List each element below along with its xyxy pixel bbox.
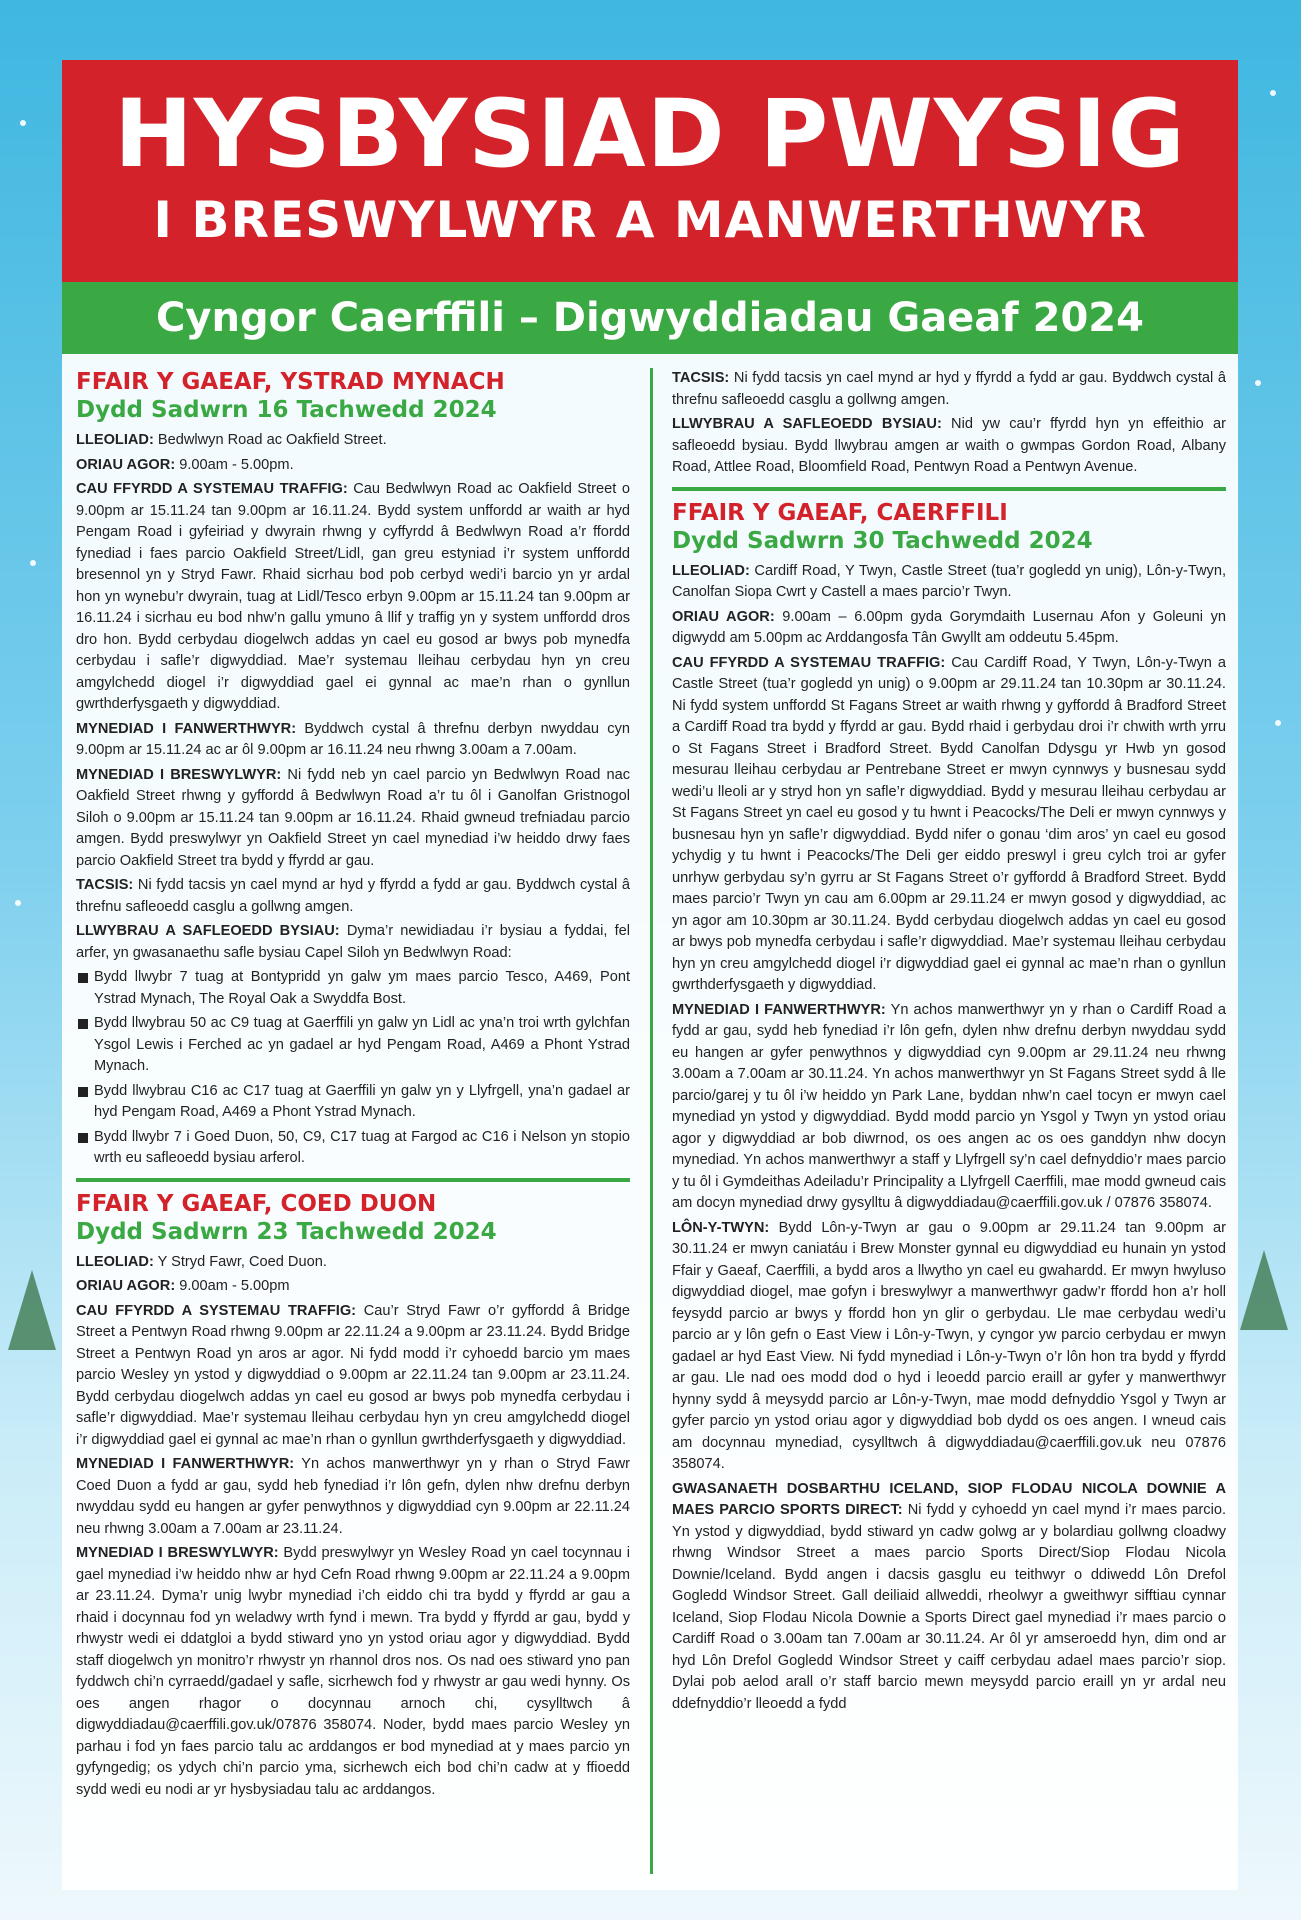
ystrad-resident: MYNEDIAD I BRESWYLWYR: Ni fydd neb yn cael parcio yn Bedwlwyn Road nac Oakfield Street rhwng y gyffordd â Bedwlwyn Road a’r tu ôl i Ganolfan Gristnogol Siloh o 9.00pm ar 15.11.24 tan 9.00pm ar 16.11.24. Rhaid gwneud trefniadau parcio amgen. Bydd preswylwyr yn Oakfield Street yn cael mynediad i’w heiddo drwy faes parcio Oakfield Street tra bydd y ffyrdd ar gau. <box>76 766 630 869</box>
page-title: HYSBYSIAD PWYSIG <box>114 80 1186 189</box>
ystrad-hours: ORIAU AGOR: 9.00am - 5.00pm. <box>76 456 294 473</box>
caerffili-lon: LÔN-Y-TWYN: Bydd Lôn-y-Twyn ar gau o 9.00pm ar 29.11.24 tan 9.00pm ar 30.11.24 er mwyn caniatáu i Brew Monster gynnal eu digwyddiad eu hunain yn ystod Ffair y Gaeaf, Caerffili, a bydd aros a llwytho yn cael eu gwahardd. Er mwyn hwyluso digwyddiad diogel, mae gofyn i breswylwyr a manwerthwyr gadw’r ffordd hon a’r holl feysydd parcio ar bwys y ffordd hon yn glir o gerbydau. Lle mae cerbydau wedi’u parcio ar y lôn gefn o East View i Lôn-y-Twyn, y cyngor yw parcio cerbydau er mwyn gadael ar hyd East View. Ni fydd mynediad i Lôn-y-Twyn o’r lôn hon tra bydd y ffyrdd ar gau. Lle nad oes modd dod o hyd i leoedd parcio eraill ar gyfer y manwerthwyr hynny sydd â meysydd parcio ar Lôn-y-Twyn, mae modd defnyddio Ysgol y Twyn ar gyfer parcio yn ystod oriau agor y digwyddiad bob dydd os oes angen. I wneud cais am docynnau mynediad, cysylltwch â digwyddiadau@caerffili.gov.uk neu 07876 358074. <box>672 1219 1226 1472</box>
caerffili-roads: CAU FFYRDD A SYSTEMAU TRAFFIG: Cau Cardiff Road, Y Twyn, Lôn-y-Twyn a Castle Street (tua’r gogledd yn unig) o 9.00pm ar 29.11.24 tan 10.30pm ar 30.11.24. Ni fydd system unffordd St Fagans Street ar waith rhwng y gyffordd â Bradford Street a Cardiff Road tra bydd y ffyrdd ar gau. Bydd rhaid i gerbydau droi i’r chwith wrth yrru o St Fagans Street i Bradford Street. Bydd Canolfan Ddysgu yr Hwb yn gosod mesurau lleihau cerbydau ar Pentrebane Street er mwyn cynnwys y busnesau sydd wedi’u lleoli ar y stryd hon yn safle’r digwyddiad. Bydd y mesurau lleihau cerbydau ar St Fagans Street yn cael eu gosod y tu hwnt i Peacocks/The Deli er mwyn cynnwys y busnesau hyn yn safle’r digwyddiad. Bydd nifer o gonau ‘dim aros’ yn cael eu gosod ychydig y tu hwnt i Peacocks/The Deli ger eiddo preswyl i greu cylch troi ar gyfer unrhyw gerbydau sy’n gyrru ar St Fagans Street o’r gyffordd â Bradford Street. Bydd maes parcio’r Twyn yn cau am 6.00pm ar 29.11.24 er mwyn gosod y digwyddiad, ac yn agor am 10.30pm ar 30.11.24. Bydd cerbydau diogelwch addas yn cael eu gosod ar bwys pob mynedfa cerbydau i safle’r digwyddiad. Mae’r systemau lleihau cerbydau hyn yn creu amgylchedd diogel i’r digwyddiad gael ei gynnal ac mae’n rhan o gynllun gwrthderfysgaeth y digwyddiad. <box>672 654 1226 993</box>
ystrad-bus-list <box>76 967 630 1170</box>
ystrad-taxi: TACSIS: Ni fydd tacsis yn cael mynd ar hyd y ffyrdd a fydd ar gau. Byddwch cystal â threfnu safleoedd casglu a gollwng amgen. <box>76 877 630 915</box>
list-item: Bydd llwybr 7 i Goed Duon, 50, C9, C17 tuag at Fargod ac C16 i Nelson yn stopio wrth eu safleoedd bysiau arferol. <box>76 1127 630 1170</box>
caerffili-title: FFAIR Y GAEAF, CAERFFILI <box>672 499 1008 526</box>
caerffili-date: Dydd Sadwrn 30 Tachwedd 2024 <box>672 527 1093 554</box>
coed-hours: ORIAU AGOR: 9.00am - 5.00pm <box>76 1278 290 1294</box>
coed-venue: LLEOLIAD: Y Stryd Fawr, Coed Duon. <box>76 1253 327 1270</box>
header-banner <box>62 60 1238 282</box>
background-tree <box>1240 1250 1288 1330</box>
background-snowflake <box>1275 720 1281 726</box>
ystrad-title: FFAIR Y GAEAF, YSTRAD MYNACH <box>76 369 505 395</box>
list-item: Bydd llwybrau 50 ac C9 tuag at Gaerffili yn galw yn Lidl ac yna’n troi wrth gylchfan Ysgol Lewis i Ferched ac yn gadael ar hyd Pengam Road, A469 a Phont Ystrad Mynach. <box>76 1013 630 1078</box>
event-banner: Cyngor Caerffili – Digwyddiadau Gaeaf 2024 <box>62 282 1238 354</box>
background-snowflake <box>15 900 21 906</box>
right-column <box>672 368 1226 1718</box>
ystrad-bus: LLWYBRAU A SAFLEOEDD BYSIAU: Dyma’r newidiadau i’r bysiau a fyddai, fel arfer, yn gwasanaethu safle bysiau Capel Siloh yn Bedwlwyn Road: <box>76 923 630 961</box>
background-tree <box>8 1270 56 1350</box>
ystrad-roads: CAU FFYRDD A SYSTEMAU TRAFFIG: Cau Bedwlwyn Road ac Oakfield Street o 9.00pm ar 15.11.24 tan 9.00pm ar 16.11.24. Bydd system unffordd ar waith ar hyd Pengam Road i gyfeiriad y dwyrain rhwng y cyffyrdd â Bedwlwyn Road a’r ffordd fynediad i faes parcio Oakfield Street/Lidl, gan greu estyniad i’r system unffordd bresennol yn y Stryd Fawr. Rhaid sicrhau bod pob cerbyd wedi’i barcio yn yr ardal hon yn wynebu’r dwyrain, tuag at Lidl/Tesco erbyn 9.00pm ar 15.11.24 tan 9.00pm ar 16.11.24 i sicrhau eu bod nhw’n gallu ymuno â llif y traffig yn y system unffordd dros dro hon. Bydd cerbydau diogelwch addas yn cael eu gosod ar bwys pob mynedfa cerbydau i safle’r digwyddiad. Mae’r systemau lleihau cerbydau hyn yn creu amgylchedd diogel i’r digwyddiad gael ei gynnal ac mae’n rhan o gynllun gwrthderfysgaeth y digwyddiad. <box>76 481 630 712</box>
section-divider <box>672 487 1226 491</box>
section-divider <box>76 1178 630 1182</box>
coed-roads: CAU FFYRDD A SYSTEMAU TRAFFIG: Cau’r Stryd Fawr o’r gyffordd â Bridge Street a Pentwyn Road rhwng 9.00pm ar 22.11.24 a 9.00pm ar 23.11.24. Bydd Bridge Street a Pentwyn Road yn aros ar agor. Ni fydd modd i’r cyhoedd barcio ym maes parcio Wesley yn ystod y digwyddiad o 9.00pm ar 22.11.24 tan 9.00pm ar 23.11.24. Bydd cerbydau diogelwch addas yn cael eu gosod ar bwys pob mynedfa cerbydau i safle’r digwyddiad. Mae’r systemau lleihau cerbydau hyn yn creu amgylchedd diogel i’r digwyddiad gael ei gynnal ac mae’n rhan o gynllun gwrthderfysgaeth y digwyddiad. <box>76 1302 630 1448</box>
background-snowflake <box>1255 380 1261 386</box>
coed-title: FFAIR Y GAEAF, COED DUON <box>76 1190 437 1217</box>
coed-bus: LLWYBRAU A SAFLEOEDD BYSIAU: Nid yw cau’r ffyrdd hyn yn effeithio ar safleoedd bysiau. Bydd llwybrau amgen ar waith o gwmpas Gordon Road, Albany Road, Attlee Road, Bloomfield Road, Pentwyn Road a Pentwyn Avenue. <box>672 416 1226 475</box>
ystrad-venue: LLEOLIAD: Bedwlwyn Road ac Oakfield Street. <box>76 432 387 448</box>
background-snowflake <box>1270 90 1276 96</box>
caerffili-venue: LLEOLIAD: Cardiff Road, Y Twyn, Castle Street (tua’r gogledd yn unig), Lôn-y-Twyn, Canolfan Siopa Cwrt y Castell a maes parcio’r Twyn. <box>672 562 1226 600</box>
coed-resident: MYNEDIAD I BRESWYLWYR: Bydd preswylwyr yn Wesley Road yn cael tocynnau i gael mynediad i’w heiddo nhw ar hyd Cefn Road rhwng 9.00pm ar 22.11.24 a 9.00pm ar 23.11.24. Dyma’r unig lwybr mynediad i’ch eiddo chi tra bydd y ffyrdd ar gau a rhaid i docynnau fod yn weladwy wrth fynd i mewn. Tra bydd y ffyrdd ar gau, bydd y rhwystr wedi ei ddatgloi a bydd stiward yno yn ystod oriau agor y digwyddiad. Bydd staff diogelwch yn monitro’r rhwystr yn rhannol dros nos. Os nad oes stiward yno pan fyddwch chi’n cyrraedd/gadael y safle, sicrhewch fod y rhwystr ar gau wedi hynny. Os oes angen rhagor o docynnau arnoch chi, cysylltwch â digwyddiadau@caerffili.gov.uk/07876 358074. Noder, bydd maes parcio Wesley yn parhau i fod yn faes parcio talu ac arddangos er bod mynediad at y maes parcio yn gyfyngedig; os ydych chi’n parcio yma, sicrhewch eich bod chi’n cadw at y ffioedd sydd wedi eu nodi ar yr hysbysiadau talu ac arddangos. <box>76 1545 630 1798</box>
coed-taxi: TACSIS: Ni fydd tacsis yn cael mynd ar hyd y ffyrdd a fydd ar gau. Byddwch cystal â threfnu safleoedd casglu a gollwng amgen. <box>672 370 1226 408</box>
list-item: Bydd llwybrau C16 ac C17 tuag at Gaerffili yn galw yn y Llyfrgell, yna’n gadael ar hyd Pengam Road, A469 a Phont Ystrad Mynach. <box>76 1081 630 1124</box>
coed-date: Dydd Sadwrn 23 Tachwedd 2024 <box>76 1218 497 1245</box>
list-item: Bydd llwybr 7 tuag at Bontypridd yn galw ym maes parcio Tesco, A469, Pont Ystrad Mynach, The Royal Oak a Swyddfa Bost. <box>76 967 630 1010</box>
background-snowflake <box>30 560 36 566</box>
background-snowflake <box>20 120 26 126</box>
left-column <box>76 368 630 1804</box>
caerffili-retail: MYNEDIAD I FANWERTHWYR: Yn achos manwerthwyr yn y rhan o Cardiff Road a fydd ar gau, sydd heb fynediad i’r lôn gefn, dylen nhw drefnu derbyn nwyddau sydd eu hangen ar gyfer penwythnos y digwyddiad cyn 9.00pm ar 29.11.24 neu rhwng 3.00am a 7.00am ar 30.11.24. Yn achos manwerthwyr yn St Fagans Street sydd â lle parcio/garej y tu ôl i’w heiddo yn Park Lane, byddan nhw’n cael tocyn er mwyn cael mynediad yn ystod y digwyddiad. Bydd modd parcio yn Ysgol y Twyn yn ystod oriau agor y digwyddiad ar bob diwrnod, os oes angen ac os oes ganddyn nhw docyn mynediad. Yn achos manwerthwyr a staff y Llyfrgell sy’n cael defnyddio’r maes parcio y tu ôl i Gymdeithas Adeiladu’r Principality a Llyfrgell Caerffili, mae modd gwneud cais am docyn mynediad drwy gysylltu â digwyddiadau@caerffili.gov.uk / 07876 358074. <box>672 1001 1226 1211</box>
caerffili-hours: ORIAU AGOR: 9.00am – 6.00pm gyda Gorymdaith Lusernau Afon y Goleuni yn digwydd am 5.00pm ac Arddangosfa Tân Gwyllt am oddeutu 5.45pm. <box>672 608 1227 646</box>
ystrad-date: Dydd Sadwrn 16 Tachwedd 2024 <box>76 397 497 423</box>
column-divider <box>650 368 653 1874</box>
page-subtitle: I BRESWYLWYR A MANWERTHWYR <box>153 191 1147 249</box>
caerffili-iceland: GWASANAETH DOSBARTHU ICELAND, SIOP FLODAU NICOLA DOWNIE A MAES PARCIO SPORTS DIRECT: Ni fydd y cyhoedd yn cael mynd i’r maes parcio. Yn ystod y digwyddiad, bydd stiward yn cadw golwg ar y bolardiau gollwng cloadwy rhwng Windsor Street a maes parcio Sports Direct/Siop Flodau Nicola Downie/Iceland. Bydd angen i dacsis gasglu eu teithwyr o ddiwedd Lôn Drefol Gogledd Windsor Street. Gall deiliaid allweddi, rheolwyr a gweithwyr sifftiau cynnar Iceland, Siop Flodau Nicola Downie a Sports Direct gael mynediad i’r maes parcio o Cardiff Road o 3.00am tan 7.00am ar 30.11.24. Ar ôl yr amseroedd hyn, dim ond ar hyd Lôn Drefol Gogledd Windsor Street y caiff cerbydau adael maes parcio’r siop. Dylai pob aelod arall o’r staff barcio mewn meysydd parcio eraill yn yr ardal neu ddefnyddio’r lleoedd a fydd <box>672 1480 1226 1712</box>
coed-retail: MYNEDIAD I FANWERTHWYR: Yn achos manwerthwyr yn y rhan o Stryd Fawr Coed Duon a fydd ar gau, sydd heb fynediad i’r lôn gefn, dylen nhw drefnu derbyn nwyddau sydd eu hangen ar gyfer penwythnos y digwyddiad cyn 9.00pm ar 22.11.24 neu rhwng 3.00am a 7.00am ar 23.11.24. <box>76 1456 630 1537</box>
ystrad-retail: MYNEDIAD I FANWERTHWYR: Byddwch cystal â threfnu derbyn nwyddau cyn 9.00pm ar 15.11.24 ac ar ôl 9.00pm ar 16.11.24 neu rhwng 3.00am a 7.00am. <box>76 720 630 758</box>
notice-content <box>62 354 1238 1890</box>
